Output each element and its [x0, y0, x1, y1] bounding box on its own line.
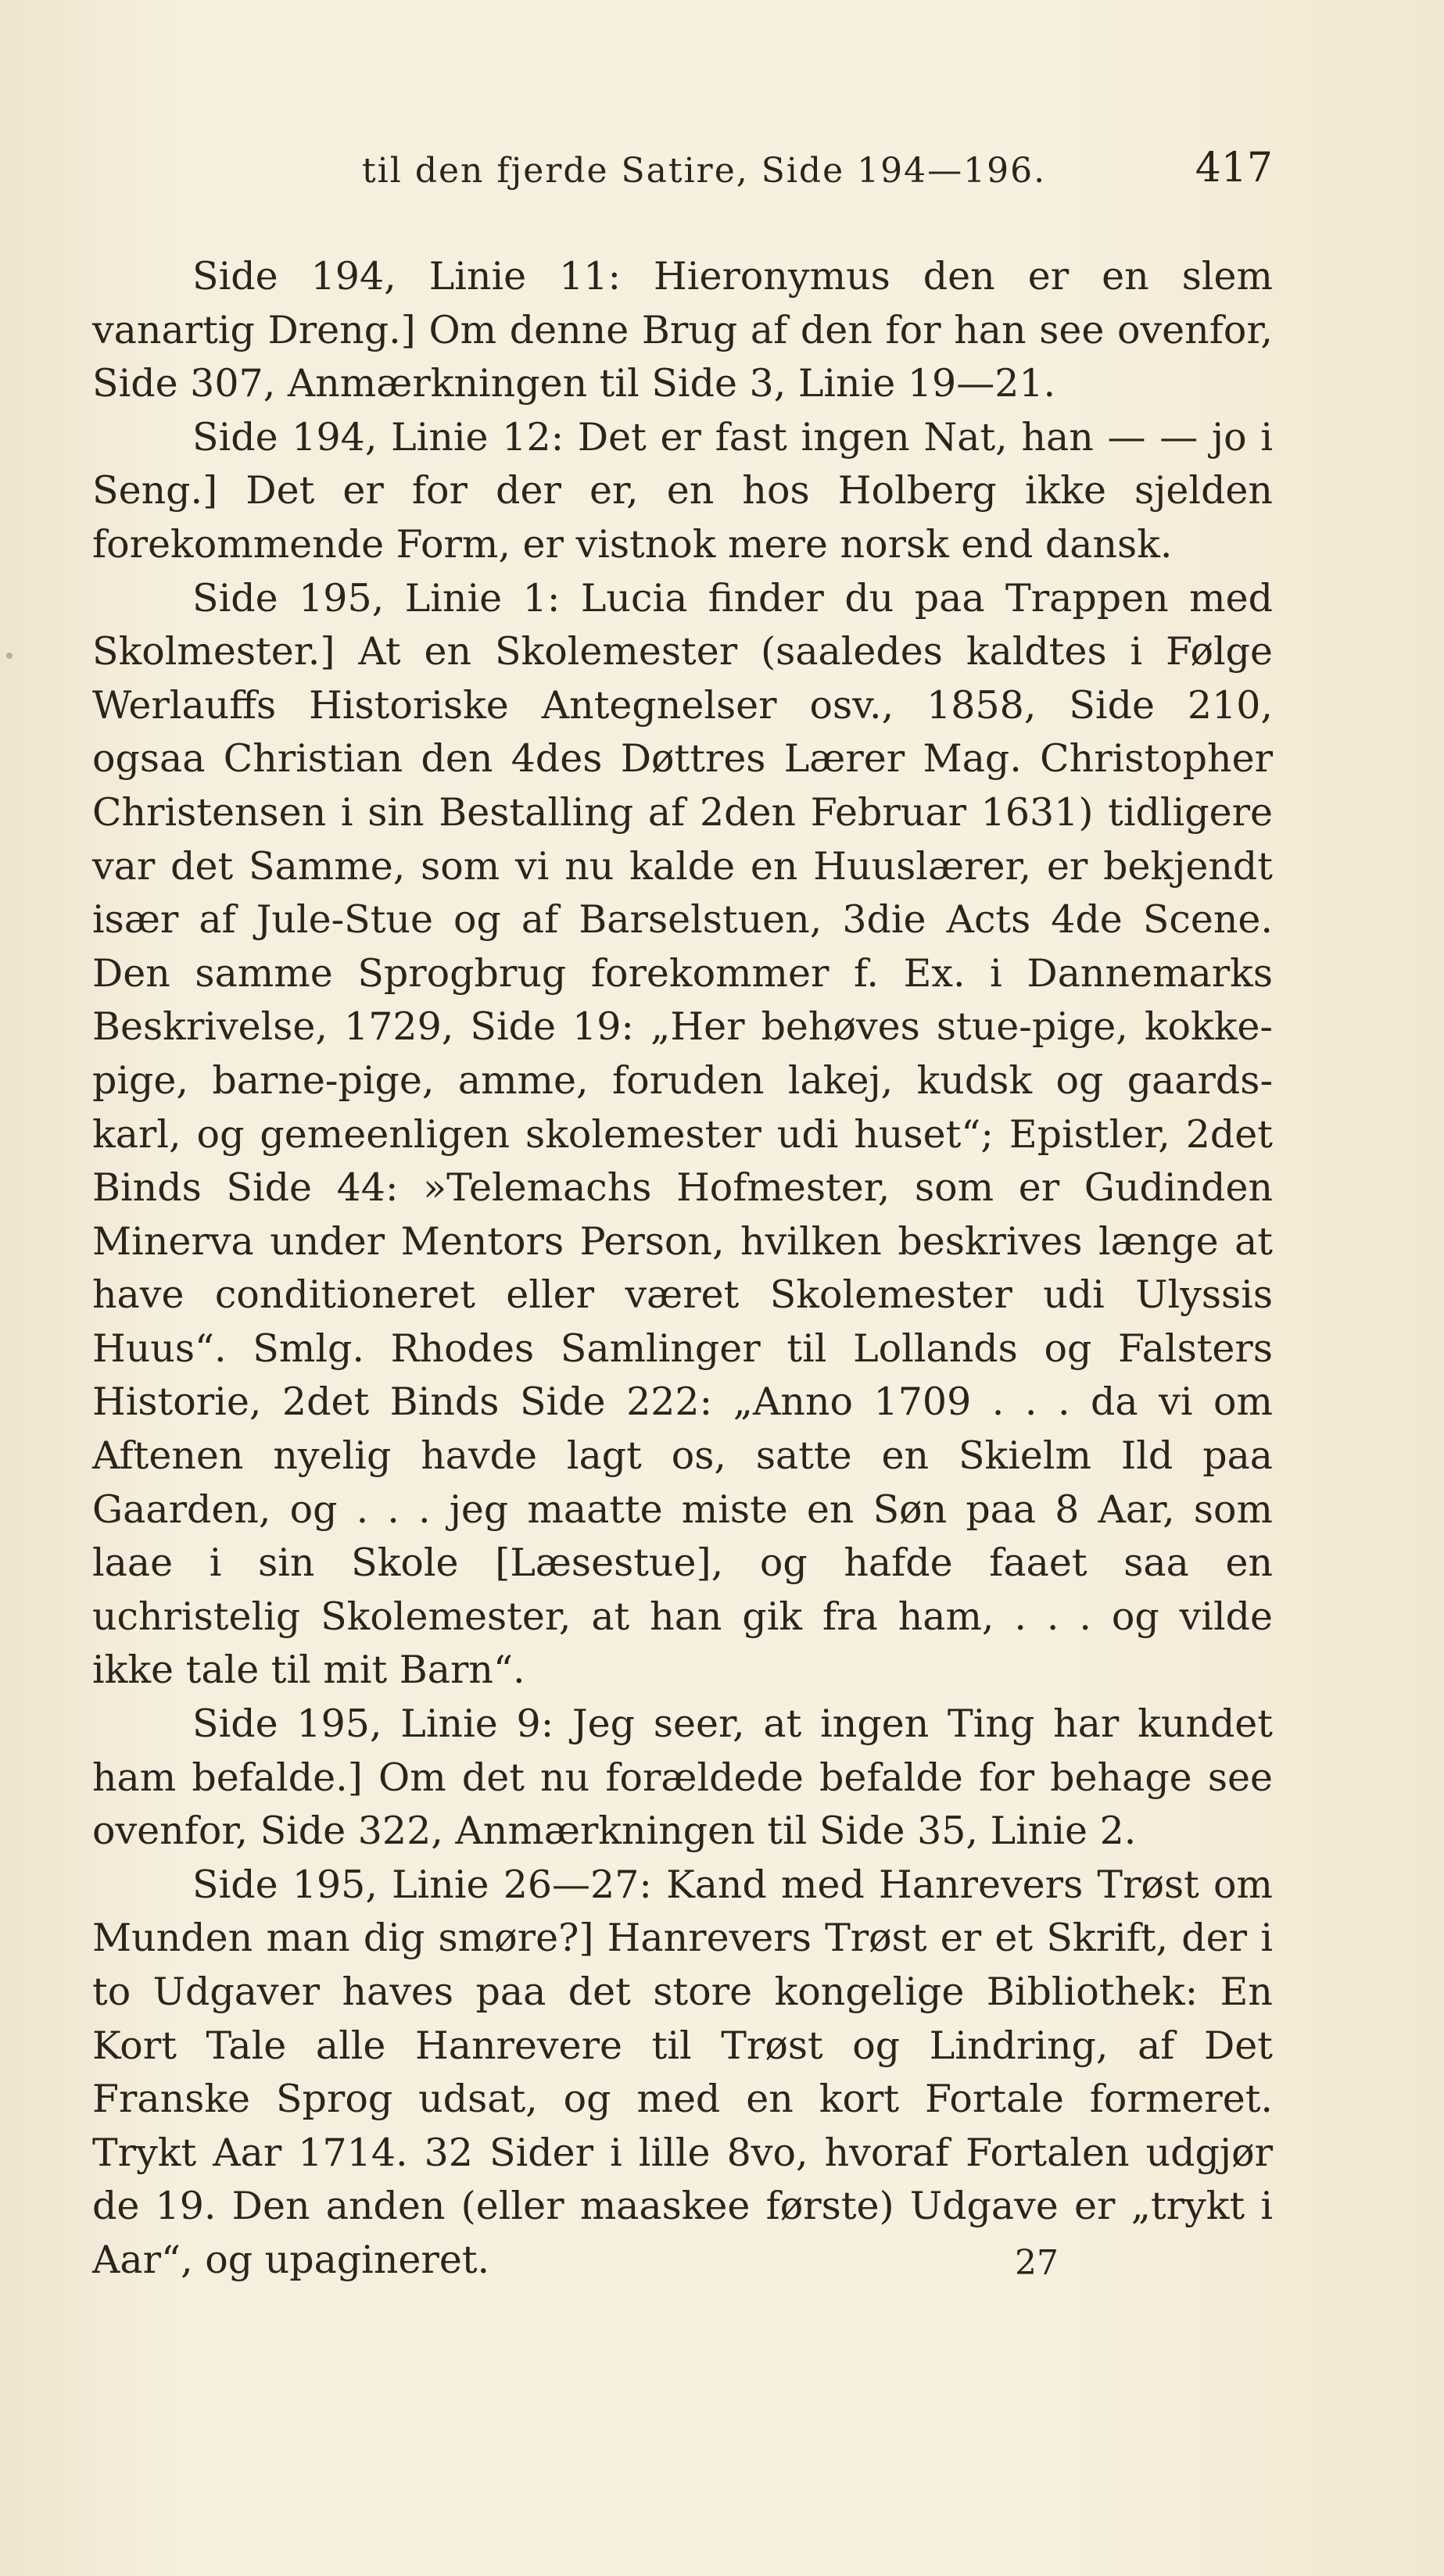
signature-mark: 27 — [1015, 2243, 1059, 2283]
page-header — [92, 145, 1273, 207]
paper-mark — [6, 653, 13, 659]
page-number: 417 — [1195, 145, 1273, 191]
paragraph: Side 195, Linie 26—27: Kand med Hanrevers Trøst om Munden man dig smøre?] Hanrevers Trøst er et Skrift, der i to Udgaver haves paa det store kongelige Bibliothek: En Kort Tale alle Hanrevere til Trøst og Lindring, af Det Franske Sprog udsat, og med en kort Fortale formeret. Trykt Aar 1714. 32 Sider i lille 8vo, hvoraf Fortalen udgjør de 19. Den anden (eller maaskee første) Udgave er „trykt i Aar“, og upagineret. — [92, 1862, 1273, 2282]
page-body — [92, 250, 1273, 2288]
paragraph: Side 195, Linie 1: Lucia finder du paa Trappen med Skolmester.] At en Skolemester (saaledes kaldtes i Følge Werlauffs Historiske Antegnelser osv., 1858, Side 210, ogsaa Christian den 4des Døttres Lærer Mag. Christopher Christensen i sin Bestalling af 2den Februar 1631) tidligere var det Samme, som vi nu kalde en Huuslærer, er bekjendt især af Jule-Stue og af Barselstuen, 3die Acts 4de Scene. Den samme Sprogbrug forekommer f. Ex. i Dannemarks Beskrivelse, 1729, Side 19: „Her behøves stue-pige, kokke-pige, barne-pige, amme, foruden lakej, kudsk og gaards-karl, og gemeenligen skolemester udi huset“; Epistler, 2det Binds Side 44: »Telemachs Hofmester, som er Gudinden Minerva under Mentors Person, hvilken beskrives længe at have conditioneret eller været Skolemester udi Ulyssis Huus“. Smlg. Rhodes Samlinger til Lollands og Falsters Historie, 2det Binds Side 222: „Anno 1709 . . . da vi om Aftenen nyelig havde lagt os, satte en Skielm Ild paa Gaarden, og . . . jeg maatte miste en Søn paa 8 Aar, som laae i sin Skole [Læsestue], og hafde faaet saa en uchristelig Skolemester, at han gik fra ham, . . . og vilde ikke tale til mit Barn“. — [92, 575, 1273, 1693]
paragraph: Side 194, Linie 12: Det er fast ingen Nat, han — — jo i Seng.] Det er for der er, en hos Holberg ikke sjelden forekommende Form, er vistnok mere norsk end dansk. — [92, 414, 1273, 567]
running-head: til den fjerde Satire, Side 194—196. — [362, 151, 1047, 191]
paragraph: Side 194, Linie 11: Hieronymus den er en slem vanartig Dreng.] Om denne Brug af den for han see ovenfor, Side 307, Anmærkningen til Side 3, Linie 19—21. — [92, 254, 1273, 406]
paragraph: Side 195, Linie 9: Jeg seer, at ingen Ting har kundet ham befalde.] Om det nu forældede befalde for behage see ovenfor, Side 322, Anmærkningen til Side 35, Linie 2. — [92, 1701, 1273, 1854]
